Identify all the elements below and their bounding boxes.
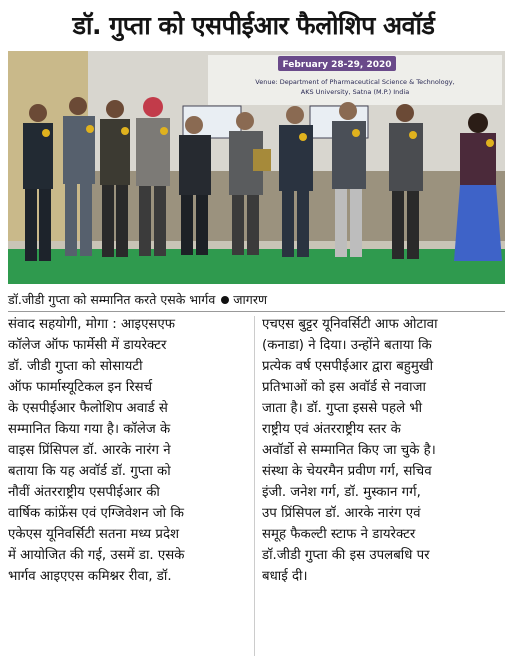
banner-line-1: Venue: Department of Pharmaceutical Science & Technology, [255,78,455,86]
article-line: इंजी. जनेश गर्ग, डॉ. मुस्कान गर्ग, [262,485,421,500]
article-line: समूह फैकल्टी स्टाफ ने डायरेक्टर [262,527,416,542]
article-line: वार्षिक कांफ्रेंस एवं एग्जिवेशन जो कि [8,506,184,521]
caption-text: डॉ.जीडी गुप्ता को सम्मानित करते एसके भार्गव [8,292,216,307]
article-line: अवॉर्डो से सम्मानित किए जा चुके है। [262,443,436,458]
article-line: एचएस बुट्टर यूनिवर्सिटी आफ ओटावा [262,317,438,332]
banner-line-2: AKS University, Satna (M.P.) India [300,88,410,96]
article-line: (कनाडा) ने दिया। उन्होंने बताया कि [262,338,432,353]
article-line: वाइस प्रिंसिपल डॉ. आरके नारंग ने [8,443,171,458]
article-line: बधाई दी। [262,569,308,584]
article-line: संवाद सहयोगी, मोगा : आइएसएफ [8,317,176,332]
news-photo [8,51,505,284]
headline: डॉ. गुप्ता को एसपीईआर फैलोशिप अवॉर्ड [72,11,435,40]
article-column-left [8,314,251,587]
article-line: राष्ट्रीय एवं अंतरराष्ट्रीय स्तर के [262,422,401,437]
article-line: में आयोजित की गई, उसमें डा. एसके [8,548,185,563]
article-line: उप प्रिंसिपल डॉ. आरके नारंग एवं [262,506,421,521]
photo-caption [8,289,505,312]
article-line: डॉ. जीडी गुप्ता को सोसायटी [8,359,143,374]
person-10 [454,113,502,261]
article-column-right [262,314,505,587]
article-line: जाता है। डॉ. गुप्ता इससे पहले भी [262,401,423,416]
article-line: प्रतिभाओं को इस अवॉर्ड से नवाजा [262,380,426,395]
article-line: नौवीं अंतरराष्ट्रीय एसपीईआर की [8,485,160,500]
column-divider [254,316,255,656]
article-line: के एसपीईआर फैलोशिप अवार्ड से [8,401,168,416]
caption-source: जागरण [233,292,267,307]
article-line: एकेएस यूनिवर्सिटी सतना मध्य प्रदेश [8,527,180,542]
bullet-icon [221,296,229,304]
article-line: बताया कि यह अवॉर्ड डॉ. गुप्ता को [8,464,171,479]
article-line: प्रत्येक वर्ष एसपीईआर द्वारा बहुमुखी [262,359,434,374]
article-line: संस्था के चेयरमैन प्रवीण गर्ग, सचिव [262,464,432,479]
article-line: डॉ.जीडी गुप्ता की इस उपलबधि पर [262,548,430,563]
article-line: कॉलेज ऑफ फार्मेसी में डायरेक्टर [8,338,167,353]
article-line: ऑफ फार्मास्यूटिकल इन रिसर्च [8,380,153,395]
article-line: सम्मानित किया गया है। कॉलेज के [8,422,171,437]
banner-date: February 28-29, 2020 [282,60,392,70]
article-line: भार्गव आइएएस कमिश्नर रीवा, डॉ. [8,569,172,584]
